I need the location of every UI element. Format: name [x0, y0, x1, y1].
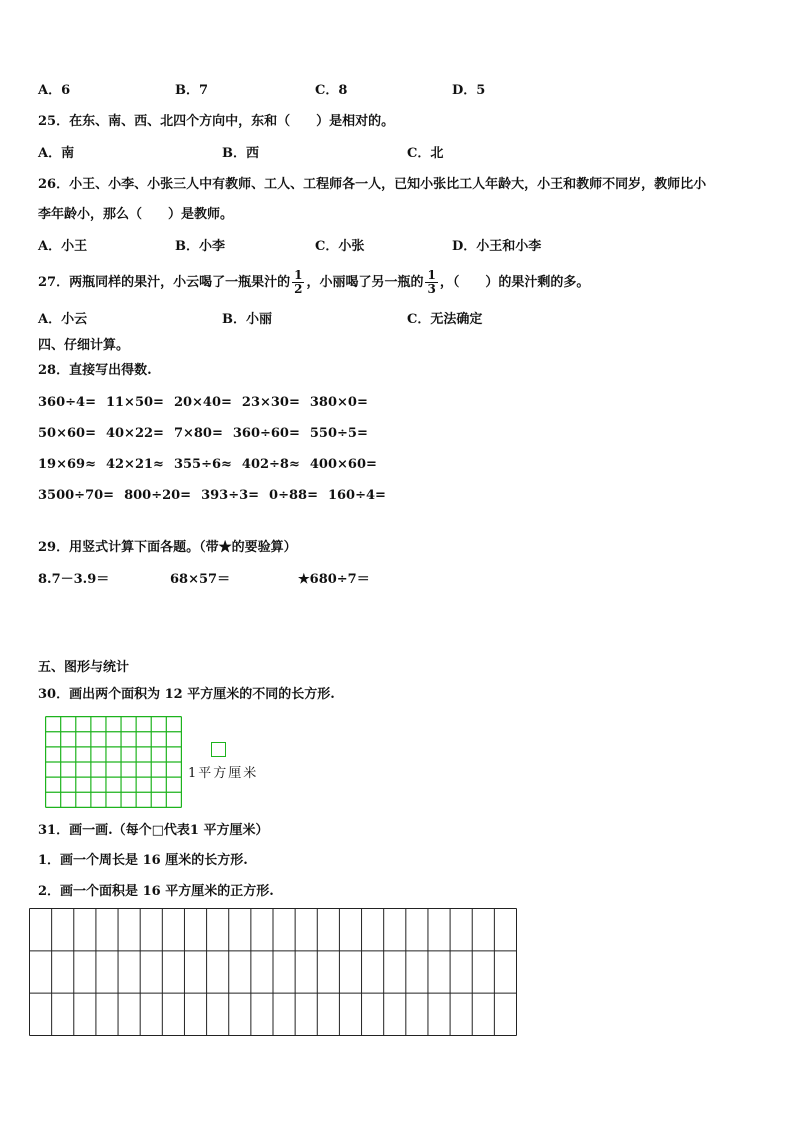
q29-item-3: ★680÷7＝: [298, 572, 370, 587]
q26-line1: 26．小王、小李、小张三人中有教师、工人、工程师各一人，已知小张比工人年龄大，小王和教师不同岁，教师比小: [38, 177, 707, 192]
q28-row-4: [38, 487, 396, 505]
q24-option-a: A．6: [38, 83, 71, 98]
q28-item: 19×69≈: [38, 457, 96, 472]
q28-item: 400×60=: [309, 457, 377, 472]
q28-item: 40×22=: [105, 426, 164, 441]
q31-item-1: 1．画一个周长是 16 厘米的长方形.: [38, 853, 248, 868]
q27-part2: ，小丽喝了另一瓶的: [306, 275, 424, 290]
q28-row-3: [38, 456, 387, 474]
q27-text: [38, 266, 589, 300]
q28-item: 23×30=: [241, 395, 300, 410]
q28-title: 28．直接写出得数.: [38, 363, 152, 378]
q28-item: 355÷6≈: [173, 457, 232, 472]
q26-option-b: B．小李: [175, 239, 225, 254]
q28-item: 3500÷70=: [38, 488, 115, 503]
q24-option-b: B．7: [175, 83, 209, 98]
q27-frac2-denominator: 3: [427, 282, 436, 296]
q28-row-1: [38, 394, 378, 412]
q28-item: 402÷8≈: [241, 457, 300, 472]
q31-drawing-grid: [29, 908, 517, 1036]
q30-green-grid: [45, 716, 182, 808]
q28-item: 11×50=: [105, 395, 164, 410]
q26-option-c: C．小张: [315, 239, 365, 254]
q28-row-2: [38, 425, 378, 443]
q26-option-a: A．小王: [38, 239, 88, 254]
q28-item: 550÷5=: [309, 426, 368, 441]
q27-part3: ，（ ）的果汁剩的多。: [439, 275, 590, 290]
q27-fraction-third: [425, 269, 437, 296]
q27-option-b: B．小丽: [222, 312, 272, 327]
q27-option-a: A．小云: [38, 312, 88, 327]
q28-item: 360÷4=: [38, 395, 96, 410]
q27-part1: 27．两瓶同样的果汁，小云喝了一瓶果汁的: [38, 275, 291, 290]
q25-option-c: C．北: [407, 146, 444, 161]
q28-item: 393÷3=: [201, 488, 260, 503]
q27-frac1-numerator: 1: [294, 268, 303, 282]
q28-item: 380×0=: [309, 395, 368, 410]
q27-frac1-denominator: 2: [294, 282, 303, 296]
unit-square-icon: [211, 742, 226, 757]
q29-item-1: 8.7－3.9＝: [38, 572, 110, 587]
q30-title: 30．画出两个面积为 12 平方厘米的不同的长方形.: [38, 687, 335, 702]
q27-option-c: C．无法确定: [407, 312, 483, 327]
q29-title: 29．用竖式计算下面各题。（带★的要验算）: [38, 540, 297, 555]
q28-item: 160÷4=: [327, 488, 386, 503]
section-4-title: 四、仔细计算。: [38, 338, 130, 353]
q31-title: 31．画一画.（每个□代表1 平方厘米）: [38, 823, 269, 838]
q27-frac2-numerator: 1: [427, 268, 436, 282]
section-5-title: 五、图形与统计: [38, 660, 130, 675]
q27-fraction-half: [292, 269, 304, 296]
q26-line2: 李年龄小，那么（ ）是教师。: [38, 207, 234, 222]
q28-item: 50×60=: [38, 426, 96, 441]
q28-item: 42×21≈: [105, 457, 164, 472]
q25-text: 25．在东、南、西、北四个方向中，东和（ ）是相对的。: [38, 114, 395, 129]
q28-item: 0÷88=: [269, 488, 318, 503]
q25-option-b: B．西: [222, 146, 259, 161]
q28-item: 7×80=: [173, 426, 223, 441]
q24-option-d: D．5: [452, 83, 486, 98]
q24-option-c: C．8: [315, 83, 348, 98]
q31-item-2: 2．画一个面积是 16 平方厘米的正方形.: [38, 884, 274, 899]
q28-item: 360÷60=: [232, 426, 300, 441]
q28-item: 20×40=: [173, 395, 232, 410]
q25-option-a: A．南: [38, 146, 75, 161]
q30-unit-label: 1平方厘米: [188, 766, 259, 781]
q29-item-2: 68×57＝: [170, 572, 231, 587]
q26-option-d: D．小王和小李: [452, 239, 542, 254]
q28-item: 800÷20=: [124, 488, 192, 503]
